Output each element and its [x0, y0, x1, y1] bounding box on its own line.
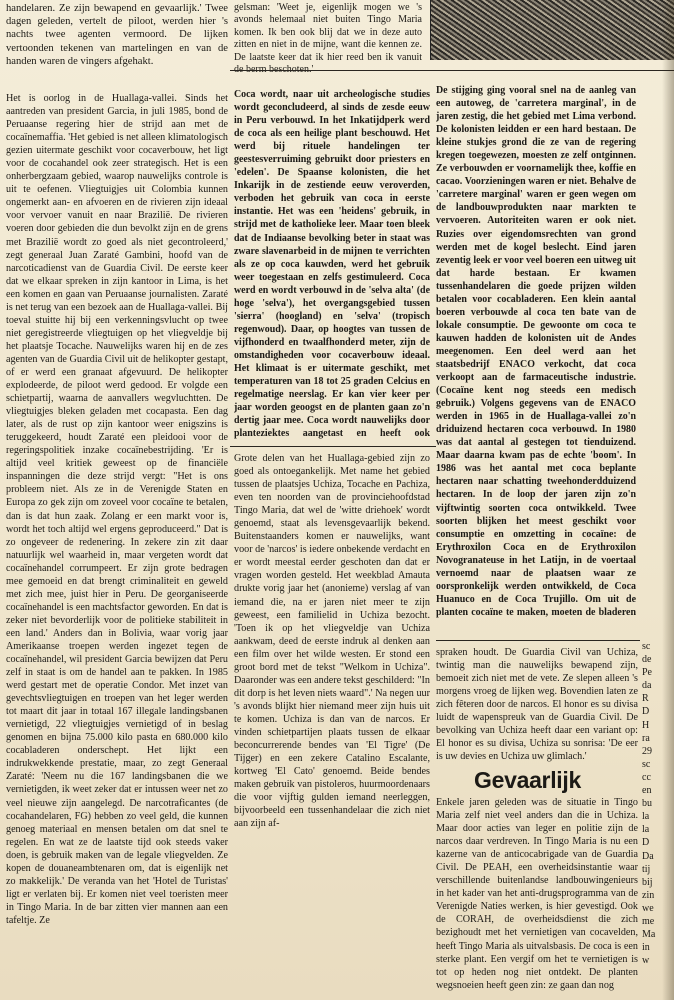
edge-fragment: w: [642, 955, 650, 967]
inset-middle-column: [234, 88, 430, 440]
inset-right-text: De stijging ging vooral snel na de aanleg van een autoweg, de 'carretera marginal', in de jaren zestig, die het gebied met Lima verbond. De kolonisten leidden er een hard bestaan. De kleine stukjes grond die ze van de regering kregen toegewezen, moesten ze zelf ontginnen. Ze verbouwden er voornamelijk thee, koffie en cacao. Voorzieningen waren er niet. Behalve de 'carretere marginal' waren er geen wegen om de landbouwprodukten naar markten te vervoeren. Autoriteiten waren er ook niet. Ruzies over eigendomsrechten van grond werden met de kogel beslecht. Eind jaren zeventig leek er voor veel boeren een uitweg uit dat harde bestaan. Er kwamen tussenhandelaren die goede prijzen wilden betalen voor cocabladeren. Een klein aantal boeren verbouwde al coca ten bate van de lokale consumptie. De gewoonte om coca te kauwen hadden de kolonisten uit de Andes meegenomen. Een deel werd aan het staatsbedrijf ENACO verkocht, dat coca verkoopt aan de farmaceutische industrie. (Cocaïne kent nog steeds een medisch gebruik.) Volgens gegevens van de ENACO werden in 1965 in de Huallaga-vallei zo'n driduizend hectaren coca verbouwd. In 1980 was dat aantal al gestegen tot tienduizend. Maar daarna kwam pas de echte 'boom'. In 1986 was het aantal met coca beplante hectaren naar schatting tweehonderdduizend hectaren. In de loop der jaren zijn zo'n vijftwintig soorten coca ontwikkeld. Twee soorten blijken het meest geschikt voor consumptie en omzetting in cocaïne: de Erythroxilon Coca en de Erythroxilon Novogranateuse in het Latijn, in de voertaal vernoemd naar de plaatsen waar ze oorspronkelijk werden ontwikkeld, de Coca Huanuco en de Coca Trujillo. Om uit de planten cocaïne te maken, moeten de bladeren: [436, 85, 636, 618]
edge-fragment: de: [642, 654, 652, 666]
main-article-right-column-bottom: [436, 796, 638, 998]
edge-fragment: ra: [642, 732, 650, 744]
edge-fragment: la: [642, 824, 650, 836]
top-divider: [230, 70, 674, 71]
edge-fragment: sc: [642, 641, 651, 652]
top-left-paragraph: handelaren. Ze zijn bewapend en gevaarlijk.' Twee dagen geleden, vertelt de piloot, werden hier 's nachts twee agenten vermoord. De lijken vertoonden tekenen van martelingen en van de handen waren de vingers afgehakt.: [6, 3, 228, 67]
edge-fragment: 29: [642, 745, 652, 757]
right-column-bottom-text: Enkele jaren geleden was de situatie in Tingo Maria zelf niet veel anders dan die in Uchiza. Maar door acties van leger en politie zijn de narcos daar verdreven. In Tingo Maria is nu een kazerne van de anticocabrigade van de Guardia Civil. De PEAH, een overheidsinstantie waar verschillende buitenlandse landbouwingenieurs in het kader van het anti-drugsprogramma van de Verenigde Naties werken, is hier gevestigd. Ook de CORAH, de overheidsdienst die zich bezighoudt met het vernietigen van cocavelden, heeft Tingo Maria als uitvalsbasis. De coca is een sterke plant. Een vergif om het te vernietigen is tot op heden nog niet ontdekt. De planten wegsnoeien heeft geen zin: ze gaan dan nog: [436, 797, 638, 991]
right-column-top-text: spraken houdt. De Guardia Civil van Uchiza, twintig man die nauwelijks bewapend zijn, bemoeit zich niet met de vete. Ze slepen alleen 's morgens vroeg de lijken weg. Bovendien laten ze zich fêteren door de narcos. El honor es su divisa luidt de wapenspreuk van de Guardia Civil. De bevolking van Uchiza heeft daar een variant op: El honor es su divisa, Uchiza su sonrisa: 'De eer is uw devies en Uchiza uw glimlach.': [436, 647, 638, 762]
edge-fragment: D: [642, 837, 650, 849]
section-heading: Gevaarlijk: [474, 767, 581, 793]
edge-fragment: Da: [642, 850, 654, 862]
edge-fragment: cc: [642, 771, 651, 783]
left-column-text: Het is oorlog in de Huallaga-vallei. Sinds het aantreden van president Garcia, in juli 1985, bond de Peruaanse regering hier de strijd aan met de cocaïnemaffia. 'Het gebied is net alleen klimatologisch gezien uitermate geschikt voor cocaverbouw, het ligt voor de cocahandel ook zeer strategisch. Het is een onherbergzaam gebied, waarop nauwelijks controle is uit te oefenen. Vliegtuigjes uit Colombia kunnen ongemerkt aan- en afvoeren en de rivieren zijn ideaal voor vervoer vanuit en naar Brazilië. De rivieren voeren door gebieden die dun bevolkt zijn en de grens met Brazilië wordt zo goed als niet gecontroleerd,' zegt generaal Juan Zaraté Gambini, hoofd van de narcoticadienst van de Guardia Civil. De eerste keer dat we elkaar spreken in zijn kantoor in Lima, is het een komen en gaan van Peruaanse journalisten. Zaraté is net terug van een bezoek aan de Huallaga-vallei. Bij toeval stuitte hij bij een verkenningsvlucht op twee niet geregistreerde vliegtuigen op het vliegveldje bij het plaatsje Tocache. Nauwelijks waren hij en de zes agenten van de Guardia Civil uit de helikopter gestapt, of er werd een granaat afgevuurd. De helikopter explodeerde, de piloot werd gedood. Er volgde een schietpartij, waarna de aanvallers wegvluchtten. De vliegtuigjes bleken geladen met cocapasta. Een dag later, als de rust op zijn kantoor weer enigszins is teruggekeerd, houdt Zaraté een pleidooi voor de regeringspolitiek inzake cocaïnebestrijding. 'Er is altijd veel kritiek geweest op de financiële inspanningen die deze strijd vergt: "Het is ons probleem niet. Als ze in de Verenigde Staten en Europa zo gek zijn om zoveel voor cocaïne te betalen, dan is dat hun zaak. Zolang er een markt voor is, wordt het toch altijd wel ergens geproduceerd." Dat is zo ongeveer de redenering. In zekere zin zit daar natuurlijk wel waarheid in, maar vergeten wordt dat cocaïnehandel corrumpeert. Er zijn grote bedragen mee gemoeid en dat brengt criminaliteit en geweld met zich mee, juist hier in Peru. De georganiseerde cocaïnehandel is een machtsfactor geworden. En dat is zeker niet bevorderlijk voor de politieke stabiliteit in een land.' Anders dan in Bolivia, waar vorig jaar Amerikaanse troepen werden ingezet tegen de cocaïnehandel, wil president Garcia bewijzen dat Peru zelf in staat is om de handel aan te pakken. In 1985 werd gestart met de operatie Condor. Met inzet van gevechtsvliegtuigen en troepen van het leger werden tot maart dit jaar in totaal 167 illegale landingsbanen vernietigd, 22 vliegtuigjes vernietigd of in beslag genomen en bijna 75.000 kilo pasta en 680.000 kilo cocabladeren onderschept. Het lijkt een indrukwekkende prestatie, maar, zo zegt Generaal Zaraté: 'Neem nu die 167 landingsbanen die we vernietigden, ik weet zeker dat er intussen weer net zo veel nieuwe zijn aangelegd. De narcotraficantes (de cocahandelaren, FG) hebben zo veel geld, die kunnen genoeg materiaal en mensen betalen om dat snel te regelen. En wat ze de laatste tijd ook steeds vaker doen, is gebruik maken van de legale vliegvelden. Ze kopen de douaneambtenaren om, dat is eigenlijk net zo makkelijk.' De veranda van het 'Hotel de Turistas' ligt er verlaten bij. Er komen niet veel toeristen meer in Tingo Maria. In de bar zitten vier mannen aan een tafeltje. Ze: [6, 93, 228, 926]
main-article-left-column: [6, 92, 228, 998]
inset-right-column: [436, 84, 636, 620]
edge-fragment: da: [642, 680, 652, 692]
edge-fragment: Pe: [642, 667, 652, 679]
photograph-fragment: [430, 0, 674, 60]
top-middle-quote-box: gelsman: 'Weet je, eigenlijk mogen we 's avonds helemaal niet buiten Tingo Maria komen. Ik ben ook blij dat we in deze auto zitten en niet in de mijne, want die kennen ze. De laatste keer dat ik hier reed ben ik vanuit: [234, 2, 422, 63]
inset-bottom-rule: [230, 446, 436, 447]
edge-fragment: R: [642, 693, 649, 705]
edge-fragment: in: [642, 942, 650, 954]
edge-fragment: la: [642, 811, 650, 823]
edge-fragment: bij: [642, 876, 653, 888]
edge-fragment: en: [642, 785, 652, 797]
edge-fragment: zin: [642, 889, 655, 901]
inset-right-bottom-rule: [436, 640, 640, 641]
edge-fragment: tij: [642, 863, 651, 875]
middle-column-text: Grote delen van het Huallaga-gebied zijn zo goed als ontoegankelijk. Met name het gebied tussen de plaatsjes Uchiza, Tocache en Pachiza, even ten noorden van de provinciehoofdstad Tingo Maria, dat wel de 'witte driehoek' wordt genoemd, staat als levensgevaarlijk bekend. Buitenstaanders komen er nauwelijks, want voor de 'narcos' is iedere onbekende verdacht en er wordt meestal eerder geschoten dan dat er vragen worden gesteld. Het weekblad Amauta drukte vorig jaar het (anonieme) verslag af van iemand die, na er jaren niet meer te zijn geweest, een familielid in Uchiza bezocht. 'Toen ik op het vliegveldje van Uchiza aankwam, deed de eerste indruk al denken aan een film over het wilde westen. Er stond een groot bord met de tekst "Welkom in Uchiza". Daaronder was een andere tekst geschilderd: "In dit dorp is het leven niets waard".' Na negen uur 's avonds blijkt hier niemand meer zijn huis uit te komen. Uchiza is dan van de narcos. Er vinden schietpartijen plaats tussen de elkaar beconcurrerende bendes van 'El Tigre' (De Tijger) en een zekere Catalino Escalante, kortweg 'El Cato' genoemd. Beide bendes maken gebruik van pistoleros, huurmoordenaars die voor vijftig gulden iemand neerleggen, bijvoorbeeld een tussenhandelaar die zich niet aan zijn af-: [234, 453, 430, 830]
edge-fragment: H: [642, 719, 650, 731]
main-article-right-column-top: [436, 646, 638, 762]
edge-fragment: Ma: [642, 929, 656, 941]
edge-fragment: me: [642, 915, 655, 927]
inset-middle-text: Coca wordt, naar uit archeologische studies wordt geconcludeerd, al sinds de zesde eeuw in Peru verbouwd. In het Inkatijdperk werd de coca als een heilige plant beschouwd. Het werd bij rituele handelingen ter geestesverruiming gebruikt door priesters en 'edelen'. De Spaanse kolonisten, die het Inkarijk in de zestiende eeuw veroverden, verboden het gebruik van coca in eerste instantie. Het was een 'heidens' gebruik, in strijd met de katholieke leer. Maar toen bleek dat de Indiaanse bevolking beter in staat was zware slavenarbeid in de mijnen te verrichten als ze op coca kauwden, werd het gebruik weer toegestaan en zelfs gestimuleerd. Coca werd en wordt verbouwd in de 'selva alta' (de hoge 'selva'), het overgangsgebied tussen 'sierra' (hoogland) en 'selva' (tropisch regenwoud). Daar, op hoogtes van tussen de vijfhonderd en twaalfhonderd meter, zijn de omstandigheden voor cocaverbouw ideaal. Het klimaat is er uitermate geschikt, met temperaturen van 18 tot 25 graden Celcius en regelmatige neerslag. Er kan vier keer per jaar worden geoogst en de planten gaan zo'n dertig jaar mee. Coca wordt nauwelijks door planteziektes aangetast en heeft ook: [234, 89, 430, 440]
edge-fragment: we: [642, 902, 654, 914]
edge-fragment: bu: [642, 798, 652, 810]
page-edge-shadow: [662, 0, 674, 1000]
main-article-middle-column: [234, 452, 430, 998]
edge-fragment: sc: [642, 758, 651, 770]
edge-fragment: D: [642, 706, 650, 718]
